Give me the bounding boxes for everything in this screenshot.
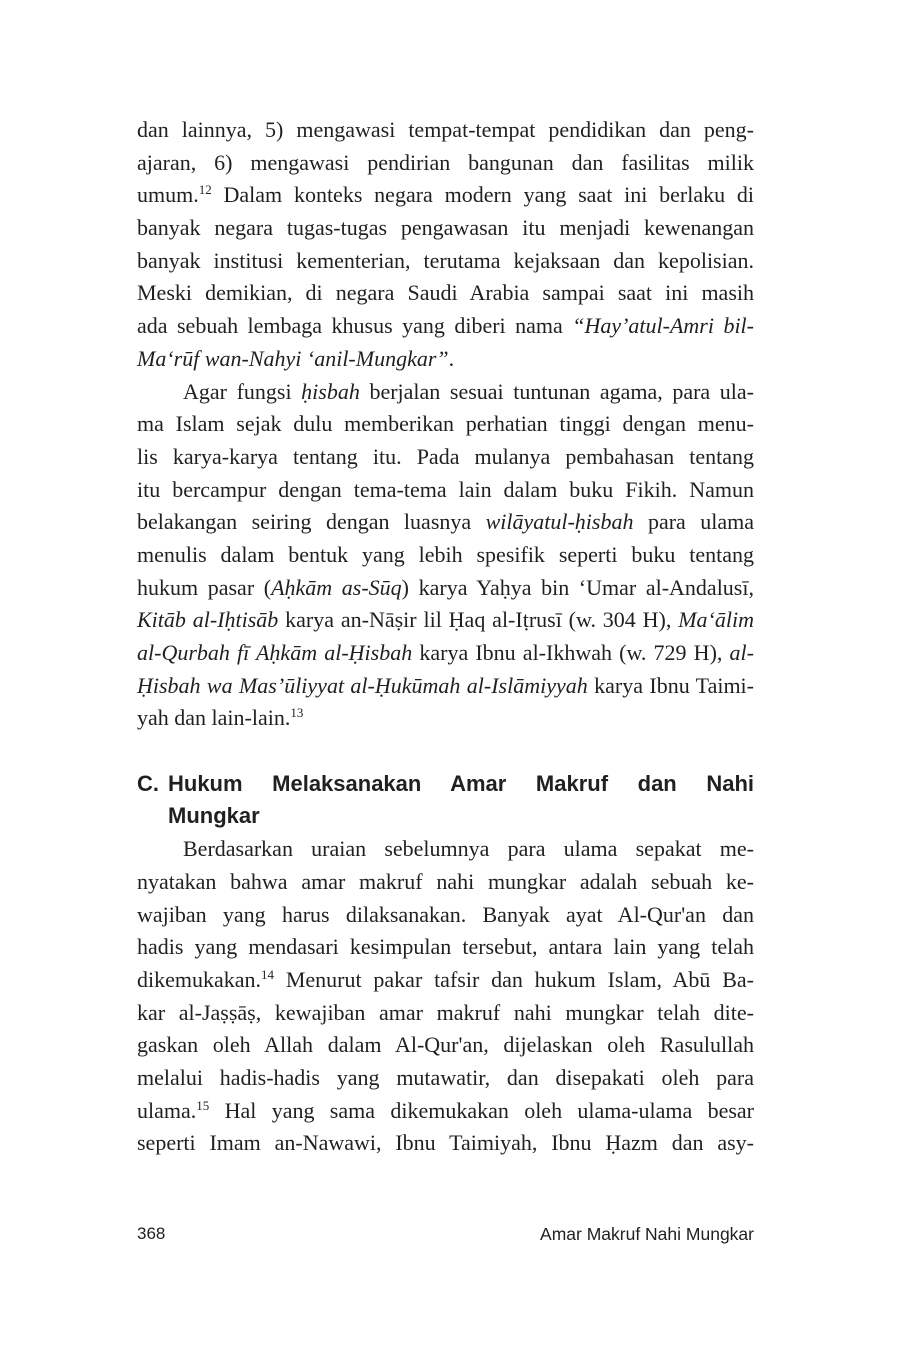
text-line: [137, 310, 754, 343]
text-line: [137, 604, 754, 637]
footnote-ref: 13: [290, 705, 304, 721]
text-line: [137, 866, 754, 899]
text-run: ulama.: [137, 1097, 197, 1123]
text-run: karya Ibnu al-Ikhwah (w. 729 H),: [412, 640, 730, 665]
text-line: [137, 899, 754, 932]
italic-term: wilāyatul-ḥisbah: [485, 509, 634, 535]
text-line: [137, 964, 754, 997]
text-run: para ulama: [633, 509, 754, 535]
text-run: karya Ibnu Taimi-: [587, 672, 754, 698]
section-label: C.: [137, 770, 159, 796]
heading-line: [168, 768, 754, 801]
text-run: kar al-Jaṣṣāṣ, kewajiban amar makruf nahi mungkar telah dite-: [137, 999, 754, 1025]
text-run: Menurut pakar tafsir dan hukum Islam, Abū Ba-: [274, 966, 754, 992]
text-line: [137, 179, 754, 212]
text-line: [137, 1062, 754, 1095]
text-run: ) karya Yaḥya bin ‘Umar al-Andalusī,: [401, 574, 754, 600]
footnote-ref: 14: [261, 966, 275, 982]
text-run: umum.: [137, 182, 199, 208]
text-run: Dalam konteks negara modern yang saat ini berlaku di: [211, 182, 754, 208]
text-line: [137, 833, 754, 866]
text-line: [137, 277, 754, 310]
paragraph: [137, 114, 754, 376]
italic-term: al-Qurbah fī Aḥkām al-Ḥisbah: [137, 640, 413, 665]
footnote-ref: 15: [196, 1097, 210, 1113]
section-heading: [137, 768, 754, 833]
italic-term: Ma‘rūf wan-Nahyi ‘anil-Mungkar”: [137, 345, 449, 371]
text-run: menulis dalam bentuk yang lebih spesifik seperti buku tentang: [137, 541, 754, 567]
text-run: ada sebuah lembaga khusus yang diberi nama: [137, 313, 573, 339]
italic-term: Aḥkām as-Sūq: [271, 574, 402, 600]
text-line: [137, 474, 754, 507]
text-run: berjalan sesuai tuntunan agama, para ula-: [359, 378, 754, 404]
text-run: ajaran, 6) mengawasi pendirian bangunan dan fasilitas milik: [137, 149, 754, 175]
text-line: [137, 147, 754, 180]
text-run: Berdasarkan uraian sebelumnya para ulama sepakat me-: [183, 836, 754, 862]
text-run: Hal yang sama dikemukakan oleh ulama-ulama besar: [209, 1097, 754, 1123]
body-text: [137, 114, 754, 1160]
text-run: yah dan lain-lain.: [137, 705, 291, 731]
italic-term: Ma‘ālim: [678, 607, 754, 633]
text-line: [137, 1029, 754, 1062]
text-run: gaskan oleh Allah dalam Al-Qur'an, dijelaskan oleh Rasulullah: [137, 1032, 754, 1058]
text-run: nyatakan bahwa amar makruf nahi mungkar adalah sebuah ke-: [137, 868, 754, 894]
paragraph: [137, 376, 754, 736]
text-run: ma Islam sejak dulu memberikan perhatian tinggi dengan menu-: [137, 411, 754, 437]
italic-term: Kitāb al-Iḥtisāb: [137, 607, 279, 633]
text-line: [137, 245, 754, 278]
text-run: Meski demikian, di negara Saudi Arabia sampai saat ini masih: [137, 280, 754, 306]
italic-term: Ḥisbah wa Mas’ūliyyat al-Ḥukūmah al-Islāmiyyah: [137, 672, 588, 698]
text-run: dikemukakan.: [137, 966, 262, 992]
text-line: [137, 408, 754, 441]
running-title: Amar Makruf Nahi Mungkar: [540, 1224, 754, 1244]
text-line: [137, 572, 754, 605]
text-run: belakangan seiring dengan luasnya: [137, 509, 486, 535]
text-line: [137, 1095, 754, 1128]
text-line: [137, 702, 754, 735]
italic-term: al-: [729, 640, 754, 665]
text-line: [137, 114, 754, 147]
text-run: banyak institusi kementerian, terutama kejaksaan dan kepolisian.: [137, 247, 754, 273]
text-line: [137, 931, 754, 964]
paragraph: [137, 833, 754, 1160]
text-run: karya an-Nāṣir lil Ḥaq al-Iṭrusī (w. 304 H),: [278, 607, 679, 633]
footnote-ref: 12: [198, 182, 212, 198]
text-line: [137, 670, 754, 703]
italic-term: “Hay’atul-Amri bil-: [572, 313, 754, 339]
section-title-text: Hukum Melaksanakan Amar Makruf dan Nahi: [168, 770, 754, 796]
text-run: .: [448, 345, 455, 371]
text-line: [137, 376, 754, 409]
text-run: banyak negara tugas-tugas pengawasan itu menjadi kewenangan: [137, 215, 754, 241]
text-line: [137, 212, 754, 245]
text-line: [137, 637, 754, 670]
text-run: hadis yang mendasari kesimpulan tersebut, antara lain yang telah: [137, 934, 754, 960]
italic-term: ḥisbah: [301, 378, 360, 404]
text-run: Agar fungsi: [183, 378, 302, 404]
text-run: seperti Imam an-Nawawi, Ibnu Taimiyah, Ibnu Ḥazm dan asy-: [137, 1130, 754, 1156]
text-line: [137, 539, 754, 572]
text-run: dan lainnya, 5) mengawasi tempat-tempat pendidikan dan peng-: [137, 117, 754, 142]
text-run: wajiban yang harus dilaksanakan. Banyak ayat Al-Qur'an dan: [137, 901, 754, 927]
text-line: [137, 506, 754, 539]
text-line: [137, 997, 754, 1030]
text-line: [137, 1127, 754, 1160]
text-run: lis karya-karya tentang itu. Pada mulanya pembahasan tentang: [137, 443, 754, 469]
text-run: hukum pasar (: [137, 574, 272, 600]
text-run: itu bercampur dengan tema-tema lain dalam buku Fikih. Namun: [137, 476, 754, 502]
heading-line: [168, 800, 754, 833]
text-line: [137, 343, 754, 376]
text-line: [137, 441, 754, 474]
page-footer: [137, 1221, 754, 1247]
page-number: 368: [137, 1224, 166, 1243]
section-title-text: Mungkar: [168, 803, 260, 829]
text-run: melalui hadis-hadis yang mutawatir, dan disepakati oleh para: [137, 1064, 754, 1090]
